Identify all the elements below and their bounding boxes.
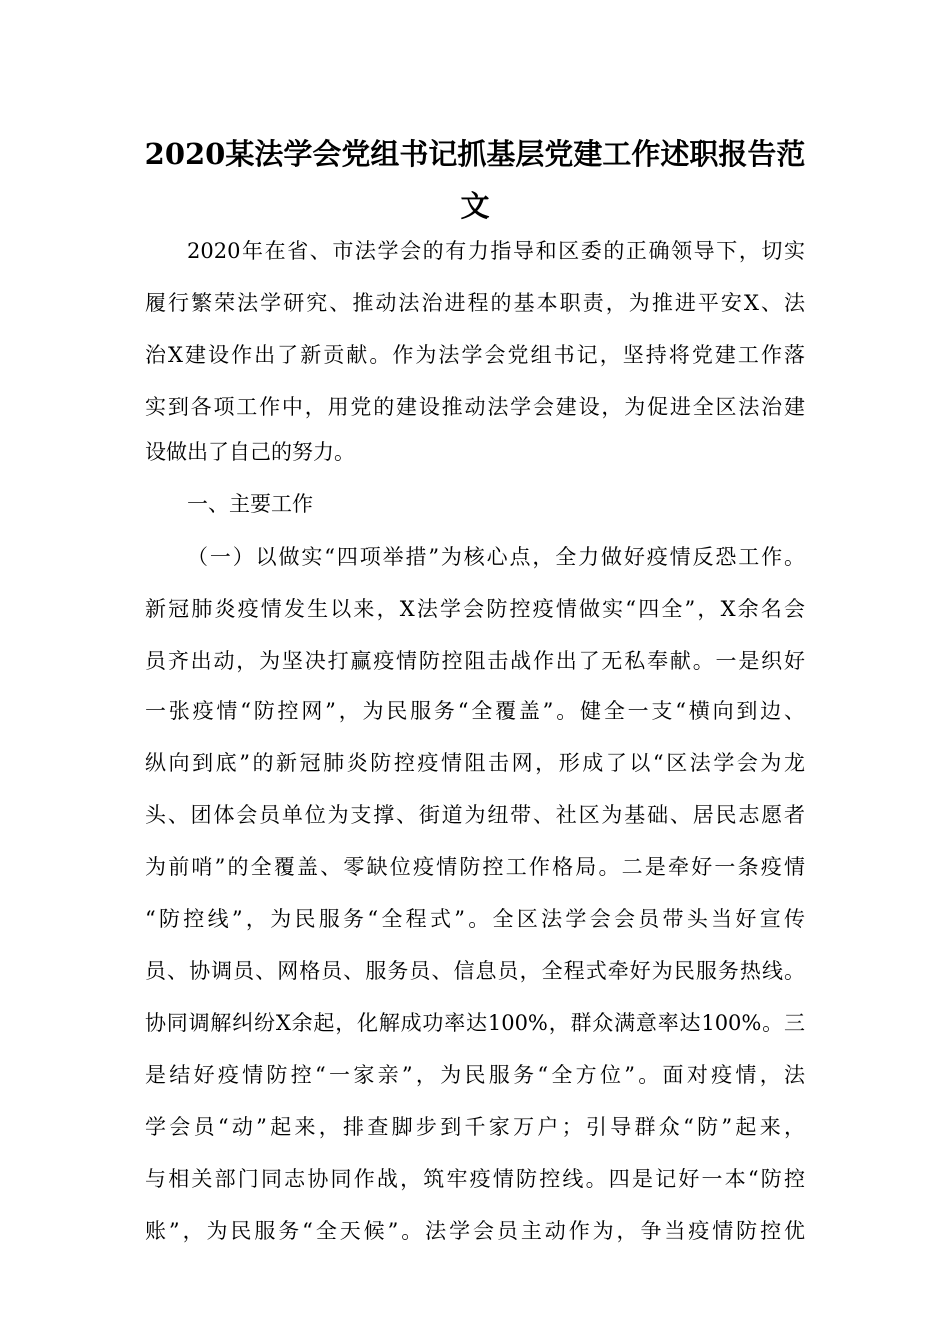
paragraph-line-20: 账”，为民服务“全天候”。法学会员主动作为，争当疫情防控优 <box>145 1219 805 1243</box>
paragraph-line-10: 一张疫情“防控网”，为民服务“全覆盖”。健全一支“横向到边、 <box>145 699 805 723</box>
paragraph-line-17: 是结好疫情防控“一家亲”，为民服务“全方位”。面对疫情，法 <box>145 1063 805 1087</box>
paragraph-line-4: 实到各项工作中，用党的建设推动法学会建设，为促进全区法治建 <box>145 395 805 419</box>
paragraph-line-5: 设做出了自己的努力。 <box>145 440 355 464</box>
paragraph-line-16: 协同调解纠纷X余起，化解成功率达100%，群众满意率达100%。三 <box>145 1011 805 1035</box>
paragraph-line-13: 为前哨”的全覆盖、零缺位疫情防控工作格局。二是牵好一条疫情 <box>145 855 805 879</box>
paragraph-line-19: 与相关部门同志协同作战，筑牢疫情防控线。四是记好一本“防控 <box>145 1167 805 1191</box>
paragraph-line-12: 头、团体会员单位为支撑、街道为纽带、社区为基础、居民志愿者 <box>145 803 805 827</box>
paragraph-line-9: 员齐出动，为坚决打赢疫情防控阻击战作出了无私奉献。一是织好 <box>145 649 805 673</box>
paragraph-line-3: 治X建设作出了新贡献。作为法学会党组书记，坚持将党建工作落 <box>145 343 805 367</box>
section-heading-main-work: 一、主要工作 <box>187 492 313 516</box>
paragraph-line-2: 履行繁荣法学研究、推动法治进程的基本职责，为推进平安X、法 <box>145 291 805 315</box>
paragraph-line-15: 员、协调员、网格员、服务员、信息员，全程式牵好为民服务热线。 <box>145 959 805 983</box>
paragraph-line-11: 纵向到底”的新冠肺炎防控疫情阻击网，形成了以“区法学会为龙 <box>145 751 805 775</box>
paragraph-line-18: 学会员“动”起来，排查脚步到千家万户；引导群众“防”起来， <box>145 1115 805 1139</box>
paragraph-line-7: （一）以做实“四项举措”为核心点，全力做好疫情反恐工作。 <box>187 545 805 569</box>
paragraph-line-14: “防控线”，为民服务“全程式”。全区法学会会员带头当好宣传 <box>145 907 805 931</box>
paragraph-line-8: 新冠肺炎疫情发生以来，X法学会防控疫情做实“四全”，X余名会 <box>145 597 805 621</box>
document-title-line-1: 2020某法学会党组书记抓基层党建工作述职报告范 <box>144 137 806 171</box>
paragraph-line-1: 2020年在省、市法学会的有力指导和区委的正确领导下，切实 <box>187 239 805 263</box>
document-title-line-2: 文 <box>460 189 490 223</box>
